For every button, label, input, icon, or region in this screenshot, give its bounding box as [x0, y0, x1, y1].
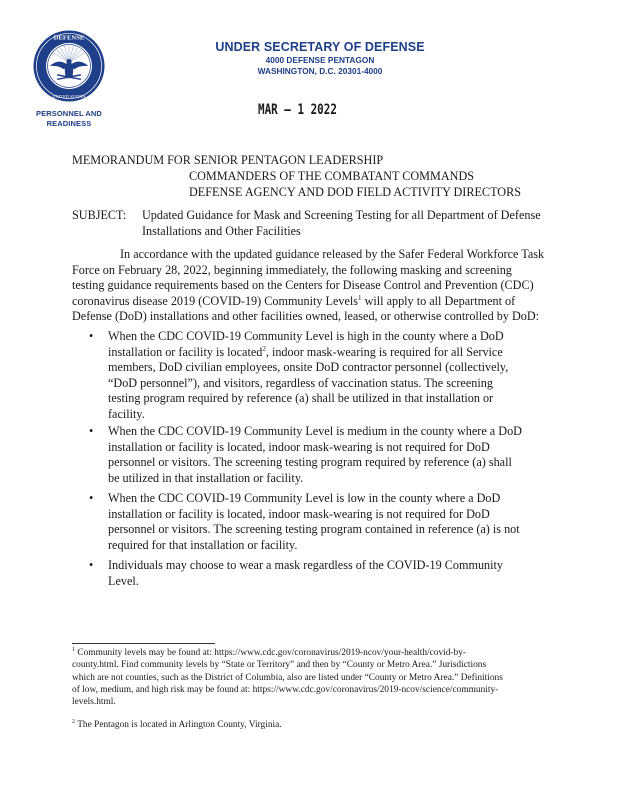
footnote-divider — [72, 643, 215, 644]
bullet-line: Level. — [108, 573, 139, 588]
addressee-line: COMMANDERS OF THE COMBATANT COMMANDS — [189, 168, 475, 183]
bullet-line: personnel or visitors. The screening testing program contained in reference (a) is not — [108, 522, 520, 537]
footnote-line: levels.html. — [72, 697, 116, 708]
bullet-icon: • — [89, 558, 94, 572]
bullet-item — [89, 424, 558, 486]
subject-text: Installations and Other Facilities — [142, 223, 301, 238]
bullet-line: testing program required by reference (a) shall be utilized in that installation or — [108, 391, 494, 406]
addressee-line: DEFENSE AGENCY AND DOD FIELD ACTIVITY DIRECTORS — [189, 184, 521, 199]
bullet-line: When the CDC COVID-19 Community Level is low in the county where a DoD — [108, 491, 501, 505]
bullet-line: installation or facility is located, indoor mask-wearing is not required for DoD — [108, 439, 490, 454]
footnote-line: which are not counties, such as the District of Columbia, also are listed under “County or Metro Area.” Definitions — [72, 672, 503, 683]
bullet-line: Individuals may choose to wear a mask regardless of the COVID-19 Community — [108, 558, 503, 572]
bullet-icon: • — [89, 329, 94, 343]
paragraph-line: Force on February 28, 2022, beginning immediately, the following masking and screening — [72, 262, 512, 277]
bullet-icon: • — [89, 424, 94, 438]
bullet-icon: • — [89, 491, 94, 505]
paragraph-line: testing guidance requirements based on the Centers for Disease Control and Prevention (CDC) — [72, 278, 534, 293]
footnote-number: 1 — [72, 646, 75, 653]
subject-label: SUBJECT: — [72, 208, 127, 222]
bullet-line: When the CDC COVID-19 Community Level is medium in the county where a DoD — [108, 424, 522, 438]
office-line: READINESS — [46, 118, 92, 128]
paragraph-text: coronavirus disease 2019 (COVID-19) Community Levels — [72, 293, 359, 308]
footnote — [72, 647, 572, 708]
bullet-line: members, DoD civilian employees, onsite DoD contractor personnel (collectively, — [108, 360, 509, 375]
paragraph-text: will apply to all Department of — [364, 293, 516, 308]
addressee-line: MEMORANDUM FOR SENIOR PENTAGON LEADERSHIP — [72, 153, 384, 167]
office-name — [22, 109, 116, 128]
intro-paragraph — [72, 247, 572, 325]
address-line: 4000 DEFENSE PENTAGON — [265, 55, 375, 65]
footnote-line: county.html. Find community levels by “State or Territory” and then by “County or Metro Area.” Jurisdictions — [72, 660, 487, 671]
footnote-text: Community levels may be found at: https://www.cdc.gov/coronavirus/2019-ncov/your-health/covid-by- — [77, 648, 467, 658]
subject — [72, 208, 572, 239]
paragraph-line: Defense (DoD) installations and other facilities owned, leased, or otherwise controlled by DoD: — [72, 309, 540, 324]
paragraph-line: In accordance with the updated guidance released by the Safer Federal Workforce Task — [120, 247, 545, 261]
bullet-line: personnel or visitors. The screening testing program required by reference (a) shall — [108, 455, 512, 470]
footnote-ref[interactable]: 1 — [358, 293, 362, 302]
date-stamp: MAR – 1 2022 — [258, 102, 337, 118]
bullet-line: facility. — [108, 406, 145, 421]
svg-text:DEFENSE: DEFENSE — [53, 34, 85, 42]
subject-text: Updated Guidance for Mask and Screening Testing for all Department of Defense — [142, 208, 541, 222]
footnote-text: The Pentagon is located in Arlington County, Virginia. — [77, 720, 282, 730]
bullet-item — [89, 558, 558, 589]
bullet-item — [89, 329, 558, 423]
bullet-text: , indoor mask-wearing is required for all Service — [265, 344, 503, 359]
bullet-line: “DoD personnel”), and visitors, regardless of vaccination status. The screening — [108, 375, 493, 390]
address-line: WASHINGTON, D.C. 20301-4000 — [257, 65, 383, 76]
bullet-line: required for that installation or facility. — [108, 537, 298, 552]
footnote-number: 2 — [72, 718, 75, 725]
letterhead-address — [200, 55, 440, 76]
memorandum-for — [72, 153, 521, 200]
footnote-ref[interactable]: 2 — [262, 344, 266, 353]
bullet-item — [89, 491, 558, 553]
office-line: PERSONNEL AND — [36, 109, 102, 118]
bullet-text: installation or facility is located — [108, 344, 263, 359]
footnote — [72, 719, 572, 731]
dod-seal-icon — [32, 29, 106, 103]
bullet-line: installation or facility is located, indoor mask-wearing is not required for DoD — [108, 506, 490, 521]
letterhead-title: UNDER SECRETARY OF DEFENSE — [215, 40, 425, 54]
footnote-line: of low, medium, and high risk may be found at: https://www.cdc.gov/coronavirus/2019-ncov/science/community- — [72, 684, 499, 695]
svg-text:UNITED STATES: UNITED STATES — [52, 93, 86, 99]
bullet-line: be utilized in that installation or facility. — [108, 470, 304, 485]
bullet-line: When the CDC COVID-19 Community Level is high in the county where a DoD — [108, 329, 504, 343]
